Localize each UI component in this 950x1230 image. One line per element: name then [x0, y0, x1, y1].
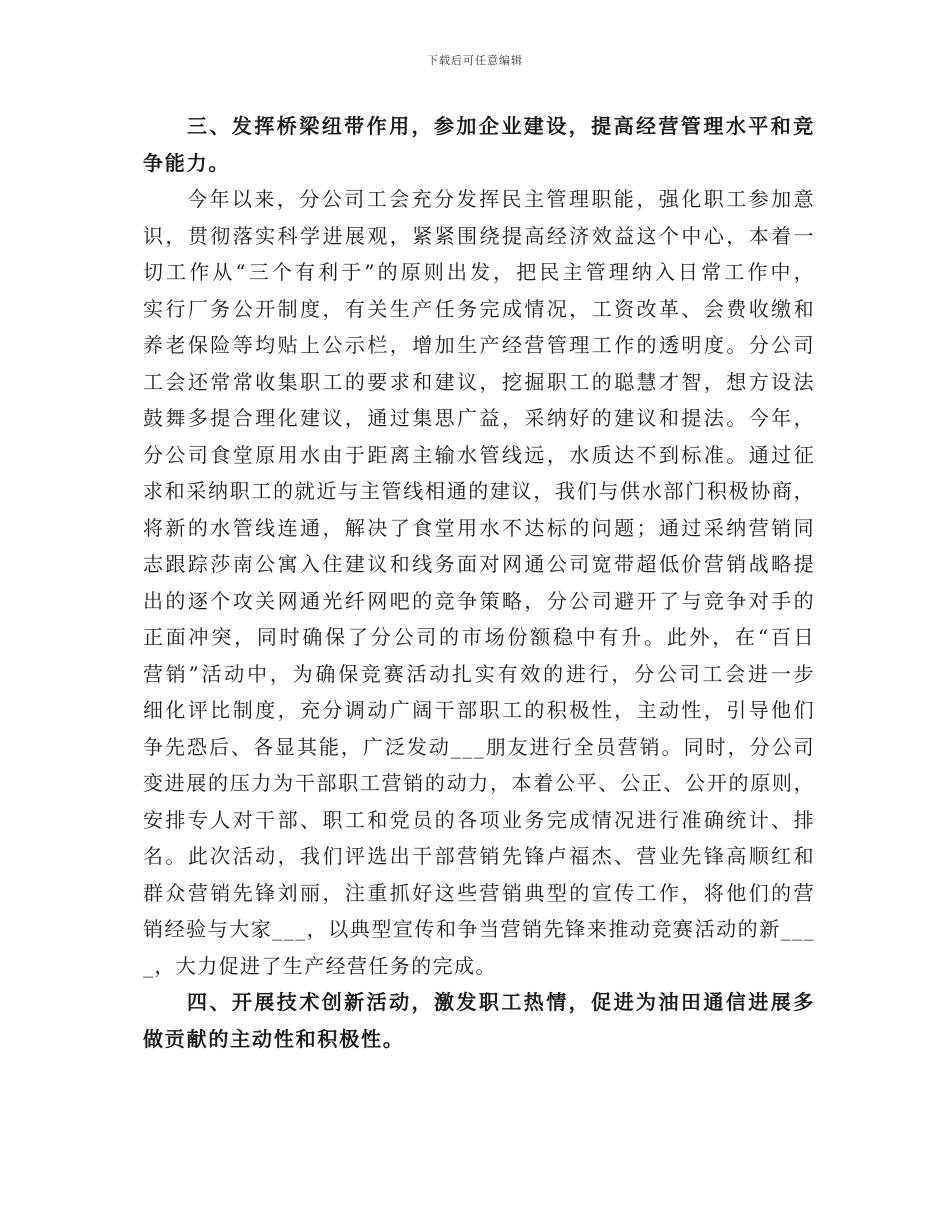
paragraph-line: 争先恐后、各显其能，广泛发动___朋友进行全员营销。同时，分公司: [143, 734, 815, 759]
paragraph-line: 正面冲突，同时确保了分公司的市场份额稳中有升。此外，在“百日: [143, 625, 815, 649]
paragraph-line: 求和采纳职工的就近与主管线相通的建议，我们与供水部门积极协商，: [143, 479, 815, 503]
paragraph-line: 营销”活动中，为确保竞赛活动扎实有效的进行，分公司工会进一步: [143, 661, 815, 686]
paragraph-line: 名。此次活动，我们评选出干部营销先锋卢福杰、营业先锋高顺红和: [143, 844, 815, 868]
paragraph-line: 群众营销先锋刘丽，注重抓好这些营销典型的宣传工作，将他们的营: [143, 880, 815, 905]
body-paragraph: [143, 181, 815, 984]
paragraph-line: 安排专人对干部、职工和党员的各项业务完成情况进行准确统计、排: [143, 807, 815, 832]
paragraph-line: 细化评比制度，充分调动广阔干部职工的积极性，主动性，引导他们: [143, 698, 815, 722]
paragraph-line: 将新的水管线连通，解决了食堂用水不达标的问题；通过采纳营销同: [143, 515, 815, 540]
paragraph-line: 切工作从“三个有利于”的原则出发，把民主管理纳入日常工作中，: [143, 260, 815, 284]
paragraph-line: 今年以来，分公司工会充分发挥民主管理职能，强化职工参加意: [187, 187, 815, 211]
paragraph-line: 识，贯彻落实科学进展观，紧紧围绕提高经济效益这个中心，本着一: [143, 223, 815, 248]
heading-3-line-2: 争能力。: [143, 150, 231, 175]
paragraph-line: 出的逐个攻关网通光纤网吧的竞争策略，分公司避开了与竞争对手的: [143, 588, 815, 613]
document-body: [143, 108, 815, 1057]
paragraph-line: 变进展的压力为干部职工营销的动力，本着公平、公正、公开的原则，: [143, 771, 815, 795]
section-heading-4: [143, 984, 815, 1057]
page-header: 下载后可任意编辑: [427, 54, 523, 67]
heading-3-line-1: 三、发挥桥梁纽带作用，参加企业建设，提高经营管理水平和竞: [187, 114, 815, 138]
paragraph-line: 实行厂务公开制度，有关生产任务完成情况，工资改革、会费收缴和: [143, 296, 815, 321]
paragraph-line: 养老保险等均贴上公示栏，增加生产经营管理工作的透明度。分公司: [143, 333, 815, 357]
paragraph-line: 工会还常常收集职工的要求和建议，挖掘职工的聪慧才智，想方设法: [143, 369, 815, 394]
heading-4-line-2: 做贡献的主动性和积极性。: [143, 1026, 405, 1051]
paragraph-line: 鼓舞多提合理化建议，通过集思广益，采纳好的建议和提法。今年，: [143, 406, 815, 430]
paragraph-line: 志跟踪莎南公寓入住建议和线务面对网通公司宽带超低价营销战略提: [143, 552, 815, 576]
paragraph-line: 销经验与大家___，以典型宣传和争当营销先锋来推动竞赛活动的新___: [143, 917, 815, 941]
section-heading-3: [143, 108, 815, 181]
heading-4-line-1: 四、开展技术创新活动，激发职工热情，促进为油田通信进展多: [187, 990, 815, 1014]
paragraph-line: 分公司食堂原用水由于距离主输水管线远，水质达不到标准。通过征: [143, 442, 815, 467]
paragraph-line: _，大力促进了生产经营任务的完成。: [143, 953, 497, 978]
